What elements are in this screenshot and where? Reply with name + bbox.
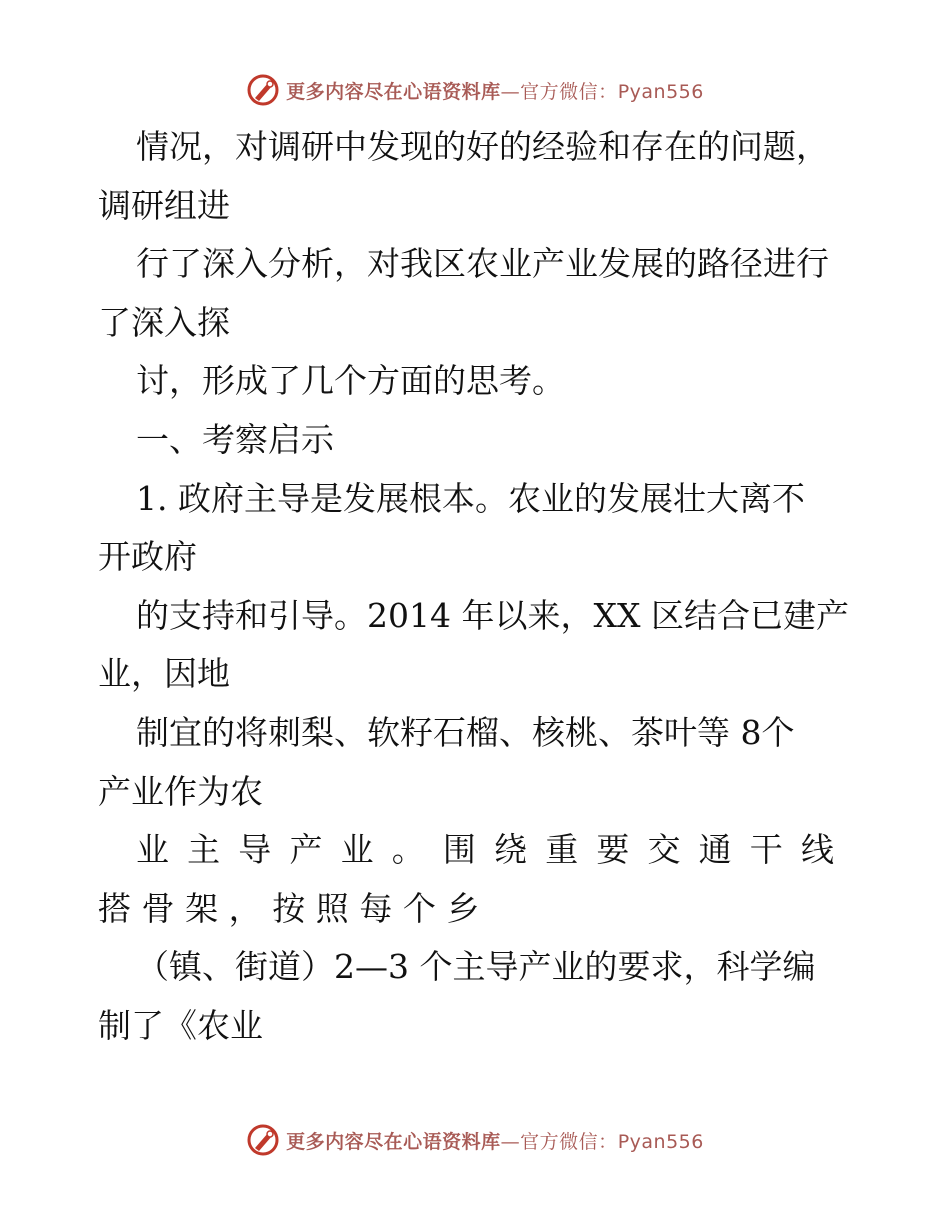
banner-wechat-id: Pyan556 (617, 80, 704, 103)
paragraph-line: 行了深入分析，对我区农业产业发展的路径进行 (136, 244, 829, 284)
banner-wechat-label: 官方微信： (520, 80, 618, 103)
footer-banner-text (286, 1127, 704, 1154)
banner-wechat-id: Pyan556 (617, 1130, 704, 1153)
paragraph-line: 的支持和引导。2014 年以来，XX 区结合已建产 (136, 595, 849, 635)
pen-logo-icon (246, 1123, 280, 1157)
pen-logo-icon (246, 73, 280, 107)
header-banner-text (286, 77, 704, 104)
section-heading: 一、考察启示 (136, 419, 334, 459)
header-banner (0, 70, 950, 110)
banner-wechat-label: 官方微信： (520, 1130, 618, 1153)
banner-main-text: 更多内容尽在心语资料库 (286, 1130, 501, 1153)
banner-main-text: 更多内容尽在心语资料库 (286, 80, 501, 103)
paragraph-line: 调研组进 (98, 185, 230, 225)
paragraph-line: 制了《农业 (98, 1005, 263, 1045)
paragraph-line: 业，因地 (98, 654, 230, 694)
paragraph-line: 了深入探 (98, 302, 230, 342)
paragraph-line: 搭骨架，按照每个乡 (98, 888, 491, 928)
paragraph-line: 产业作为农 (98, 771, 263, 811)
paragraph-line: 开政府 (98, 537, 197, 577)
paragraph-line: 制宜的将刺梨、软籽石榴、核桃、茶叶等 8个 (136, 712, 795, 752)
paragraph-line: 讨，形成了几个方面的思考。 (136, 361, 565, 401)
banner-dash: — (500, 1130, 521, 1153)
footer-banner (0, 1120, 950, 1160)
paragraph-line: （镇、街道）2—3 个主导产业的要求，科学编 (136, 947, 816, 987)
paragraph-line: 1. 政府主导是发展根本。农业的发展壮大离不 (136, 478, 805, 518)
paragraph-line: 业主导产业。围绕重要交通干线 (136, 830, 853, 870)
document-body (98, 118, 858, 1056)
paragraph-line: 情况，对调研中发现的好的经验和存在的问题， (136, 127, 829, 166)
banner-dash: — (500, 80, 521, 103)
